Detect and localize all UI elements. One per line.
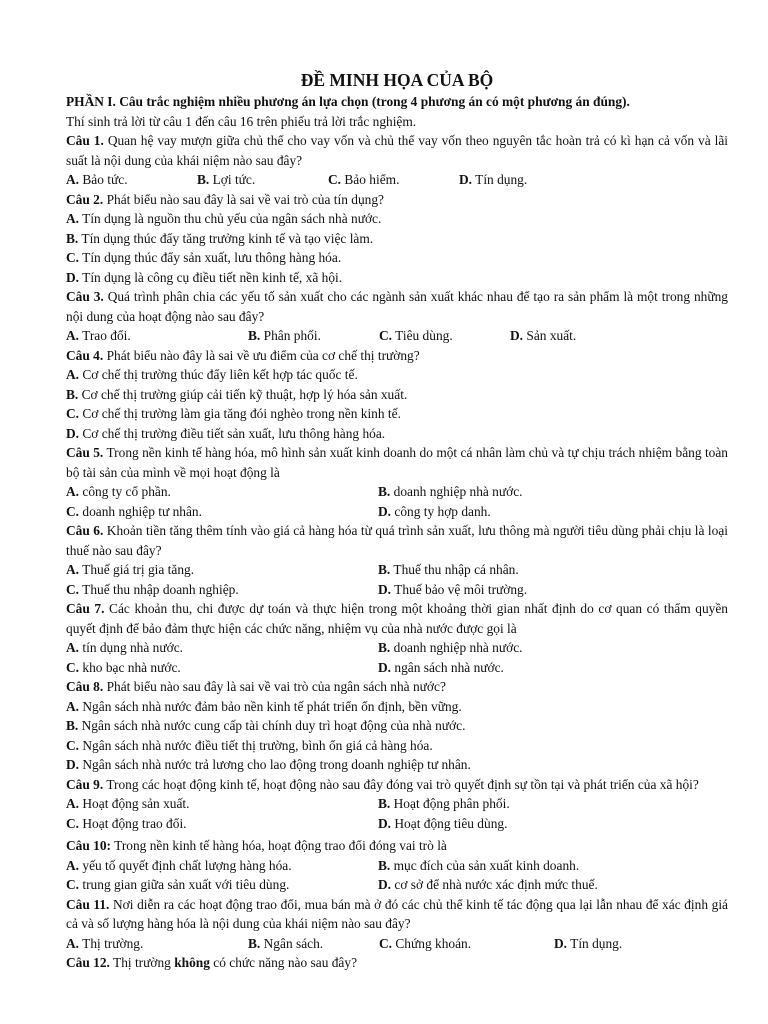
option-d: D. Tín dụng. (459, 172, 528, 187)
question-number: Câu 8. (66, 679, 104, 694)
question-text: Quan hệ vay mượn giữa chủ thể cho vay vốn và chủ thể vay vốn theo nguyên tắc hoàn trả có kì hạn cả vốn và lãi suất là nội dung của khái niệm nào sau đây? (66, 133, 728, 168)
question-text: Các khoản thu, chi được dự toán và thực hiện trong một khoảng thời gian nhất định do cơ quan có thẩm quyền quyết định để bảo đảm thực hiện các chức năng, nhiệm vụ của nhà nước được gọi là (66, 601, 728, 636)
question-text: Khoản tiền tăng thêm tính vào giá cả hàng hóa từ quá trình sản xuất, lưu thông mà người tiêu dùng phải chịu là loại thuế nào sau đây? (66, 523, 728, 558)
option-a: A. Trao đổi. (66, 328, 131, 343)
options-row (66, 934, 728, 954)
option-d: D. Ngân sách nhà nước trả lương cho lao động trong doanh nghiệp tư nhân. (66, 757, 471, 772)
option-a: A. yếu tố quyết định chất lượng hàng hóa. (66, 857, 292, 873)
question-number: Câu 2. (66, 191, 104, 207)
options-row (66, 794, 728, 814)
option-c: C. trung gian giữa sản xuất với tiêu dùng. (66, 877, 290, 892)
question-7 (66, 599, 728, 638)
question-9 (66, 775, 728, 795)
option-d: D. công ty hợp danh. (378, 503, 491, 519)
option-b: B. Thuế thu nhập cá nhân. (378, 562, 519, 577)
option-b: B. Lợi tức. (197, 172, 256, 187)
option-d: D. cơ sở để nhà nước xác định mức thuế. (378, 877, 598, 892)
question-text: Trong nền kinh tế hàng hóa, mô hình sản xuất kinh doanh do một cá nhân làm chủ và tự chịu trách nhiệm bằng toàn bộ tài sản của mình về mọi hoạt động là (66, 445, 728, 480)
option-c: C. doanh nghiệp tư nhân. (66, 503, 202, 519)
options-row (66, 875, 728, 895)
option-b: B. Cơ chế thị trường giúp cải tiến kỹ thuật, hợp lý hóa sản xuất. (66, 386, 408, 402)
question-10 (66, 836, 728, 856)
options-row (66, 580, 728, 600)
option-b: B. doanh nghiệp nhà nước. (378, 640, 523, 655)
option-b: B. doanh nghiệp nhà nước. (378, 484, 523, 499)
option-a: A. Cơ chế thị trường thúc đẩy liên kết hợp tác quốc tế. (66, 367, 358, 382)
options-row (66, 560, 728, 580)
question-8 (66, 677, 728, 697)
option-a: A. Thị trường. (66, 935, 144, 951)
option-c: C. Chứng khoán. (379, 935, 472, 951)
option-b: B. Tín dụng thúc đẩy tăng trưởng kinh tế và tạo việc làm. (66, 230, 374, 246)
option-d: D. Hoạt động tiêu dùng. (378, 815, 508, 831)
options-row (66, 638, 728, 658)
question-1 (66, 131, 728, 170)
option-d: D. Tín dụng là công cụ điều tiết nền kinh tế, xã hội. (66, 269, 343, 285)
options-row (66, 856, 728, 876)
question-5 (66, 443, 728, 482)
question-number: Câu 4. (66, 347, 104, 363)
question-number: Câu 12. (66, 955, 110, 970)
part-heading: PHẦN I. Câu trắc nghiệm nhiều phương án lựa chọn (trong 4 phương án có một phương án đúng). (66, 94, 630, 109)
option-a: A. Hoạt động sản xuất. (66, 796, 190, 811)
question-number: Câu 1. (66, 133, 104, 148)
option-d: D. Sản xuất. (510, 328, 577, 343)
options-row (66, 482, 728, 502)
option-b: B. Phân phối. (248, 328, 321, 343)
option-a: A. Bảo tức. (66, 172, 128, 187)
question-number: Câu 3. (66, 289, 104, 304)
question-2 (66, 190, 728, 210)
option-a: A. Tín dụng là nguồn thu chủ yếu của ngân sách nhà nước. (66, 211, 382, 226)
option-d: D. Tín dụng. (554, 935, 623, 951)
option-a: A. Ngân sách nhà nước đảm bảo nền kinh tế phát triển ổn định, bền vững. (66, 698, 462, 714)
question-number: Câu 9. (66, 776, 104, 792)
question-text: Trong nền kinh tế hàng hóa, hoạt động trao đổi đóng vai trò là (111, 838, 447, 853)
option-a: A. tín dụng nhà nước. (66, 640, 183, 655)
option-b: B. Hoạt động phân phối. (378, 796, 510, 811)
question-12: Câu 12. Thị trường không có chức năng nào sau đây? (66, 955, 358, 970)
question-text: Quá trình phân chia các yếu tố sản xuất cho các ngành sản xuất khác nhau để tạo ra sản phẩm là một trong những nội dung của hoạt động nào sau đây? (66, 289, 728, 324)
question-6 (66, 521, 728, 560)
option-a: A. Thuế giá trị gia tăng. (66, 562, 195, 577)
option-c: C. Thuế thu nhập doanh nghiệp. (66, 581, 239, 597)
option-d: D. Thuế bảo vệ môi trường. (378, 581, 528, 597)
emphasis-word: không (174, 955, 210, 970)
option-c: C. Hoạt động trao đổi. (66, 815, 187, 831)
question-text: Phát biểu nào sau đây là sai về vai trò của tín dụng? (103, 191, 384, 207)
question-text: Trong các hoạt động kinh tế, hoạt động nào sau đây đóng vai trò quyết định sự tồn tại và phát triển của xã hội? (103, 776, 699, 792)
option-c: C. Tín dụng thúc đẩy sản xuất, lưu thông hàng hóa. (66, 250, 342, 265)
option-c: C. Tiêu dùng. (379, 328, 453, 343)
instruction: Thí sinh trả lời từ câu 1 đến câu 16 trên phiếu trả lời trắc nghiệm. (66, 113, 417, 129)
question-4 (66, 346, 728, 366)
page-title: ĐỀ MINH HỌA CỦA BỘ (300, 70, 494, 90)
option-b: B. mục đích của sản xuất kinh doanh. (378, 857, 580, 873)
options-row (66, 658, 728, 678)
options-row (66, 326, 728, 346)
question-number: Câu 7. (66, 601, 105, 616)
question-11 (66, 895, 728, 934)
question-number: Câu 10: (66, 838, 112, 853)
option-c: C. Cơ chế thị trường làm gia tăng đói nghèo trong nền kinh tế. (66, 406, 401, 421)
question-number: Câu 6. (66, 523, 104, 538)
option-a: A. công ty cổ phần. (66, 484, 171, 499)
option-c: C. Ngân sách nhà nước điều tiết thị trường, bình ổn giá cả hàng hóa. (66, 737, 433, 753)
question-text: Phát biểu nào đây là sai về ưu điểm của cơ chế thị trường? (103, 347, 420, 363)
option-c: C. kho bạc nhà nước. (66, 659, 181, 675)
question-text: Phát biểu nào sau đây là sai về vai trò của ngân sách nhà nước? (103, 679, 446, 694)
question-3 (66, 287, 728, 326)
option-c: C. Bảo hiểm. (328, 172, 400, 187)
option-d: D. ngân sách nhà nước. (378, 659, 504, 675)
options-row (66, 170, 728, 190)
question-number: Câu 5. (66, 445, 104, 460)
question-number: Câu 11. (66, 896, 110, 912)
option-b: B. Ngân sách nhà nước cung cấp tài chính duy trì hoạt động của nhà nước. (66, 718, 466, 733)
question-text: Nơi diễn ra các hoạt động trao đổi, mua bán mà ở đó các chủ thể kinh tế tác động qua lại lẫn nhau để xác định giá cả và số lượng hàng hóa là nội dung của khái niệm nào sau đây? (66, 896, 728, 931)
options-row (66, 814, 728, 834)
option-b: B. Ngân sách. (248, 935, 324, 951)
options-row (66, 502, 728, 522)
option-d: D. Cơ chế thị trường điều tiết sản xuất, lưu thông hàng hóa. (66, 425, 386, 441)
